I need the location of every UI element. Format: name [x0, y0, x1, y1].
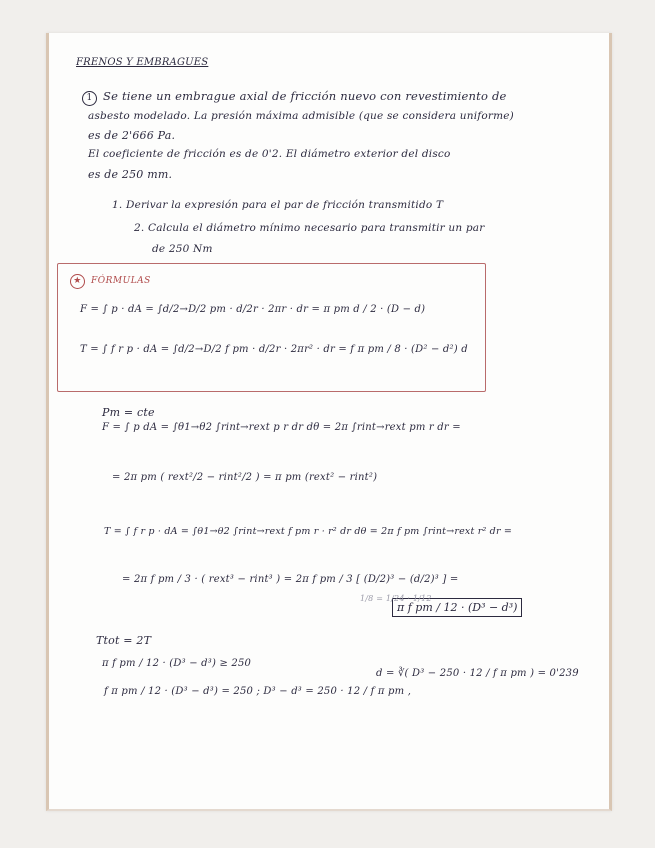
question-2: 2. Calcula el diámetro mínimo necesario para transmitir un par — [134, 222, 485, 234]
problem-line-5: es de 250 mm. — [88, 168, 173, 181]
torque-result-box: π f pm / 12 · (D³ − d³) — [392, 598, 522, 617]
torque-derivation-2: = 2π f pm / 3 · ( rext³ − rint³ ) = 2π f pm / 3 [ (D/2)³ − (d/2)³ ] = — [122, 574, 459, 585]
problem-line-2: asbesto modelado. La presión máxima admisible (que se considera uniforme) — [88, 110, 514, 122]
faint-note: 1/8 = 1/24 · 1/12 — [360, 594, 432, 603]
force-derivation-2: = 2π pm ( rext²/2 − rint²/2 ) = π pm (rext² − rint²) — [112, 472, 378, 483]
problem-line-4: El coeficiente de fricción es de 0'2. El diámetro exterior del disco — [88, 148, 451, 160]
problem-line-1: 1 Se tiene un embrague axial de fricción nuevo con revestimiento de — [82, 89, 507, 106]
problem-number: 1 — [82, 91, 97, 106]
question-2-cont: de 250 Nm — [152, 243, 213, 255]
pm-constant: Pm = cte — [102, 406, 155, 419]
formulas-label: ★ FÓRMULAS — [70, 274, 151, 289]
solution-result: d = ∛( D³ − 250 · 12 / f π pm ) = 0'239 — [376, 668, 579, 679]
question-1: 1. Derivar la expresión para el par de fricción transmitido T — [112, 199, 444, 211]
problem-line-3: es de 2'666 Pa. — [88, 129, 176, 142]
formula-torque: T = ∫ f r p · dA = ∫d/2→D/2 f pm · d/2r · 2πr² · dr = f π pm / 8 · (D² − d²) d — [80, 344, 468, 355]
star-icon: ★ — [70, 274, 85, 289]
solution-equation: f π pm / 12 · (D³ − d³) = 250 ; D³ − d³ = 250 · 12 / f π pm , — [104, 686, 412, 697]
solution-inequality: π f pm / 12 · (D³ − d³) ≥ 250 — [102, 658, 252, 669]
formula-force: F = ∫ p · dA = ∫d/2→D/2 pm · d/2r · 2πr · dr = π pm d / 2 · (D − d) — [80, 304, 426, 315]
page-title: FRENOS Y EMBRAGUES — [76, 57, 209, 68]
force-derivation-1: F = ∫ p dA = ∫θ1→θ2 ∫rint→rext p r dr dθ = 2π ∫rint→rext pm r dr = — [102, 422, 461, 433]
torque-derivation-1: T = ∫ f r p · dA = ∫θ1→θ2 ∫rint→rext f pm r · r² dr dθ = 2π f pm ∫rint→rext r² dr = — [104, 526, 513, 537]
total-torque: Ttot = 2T — [96, 634, 152, 647]
